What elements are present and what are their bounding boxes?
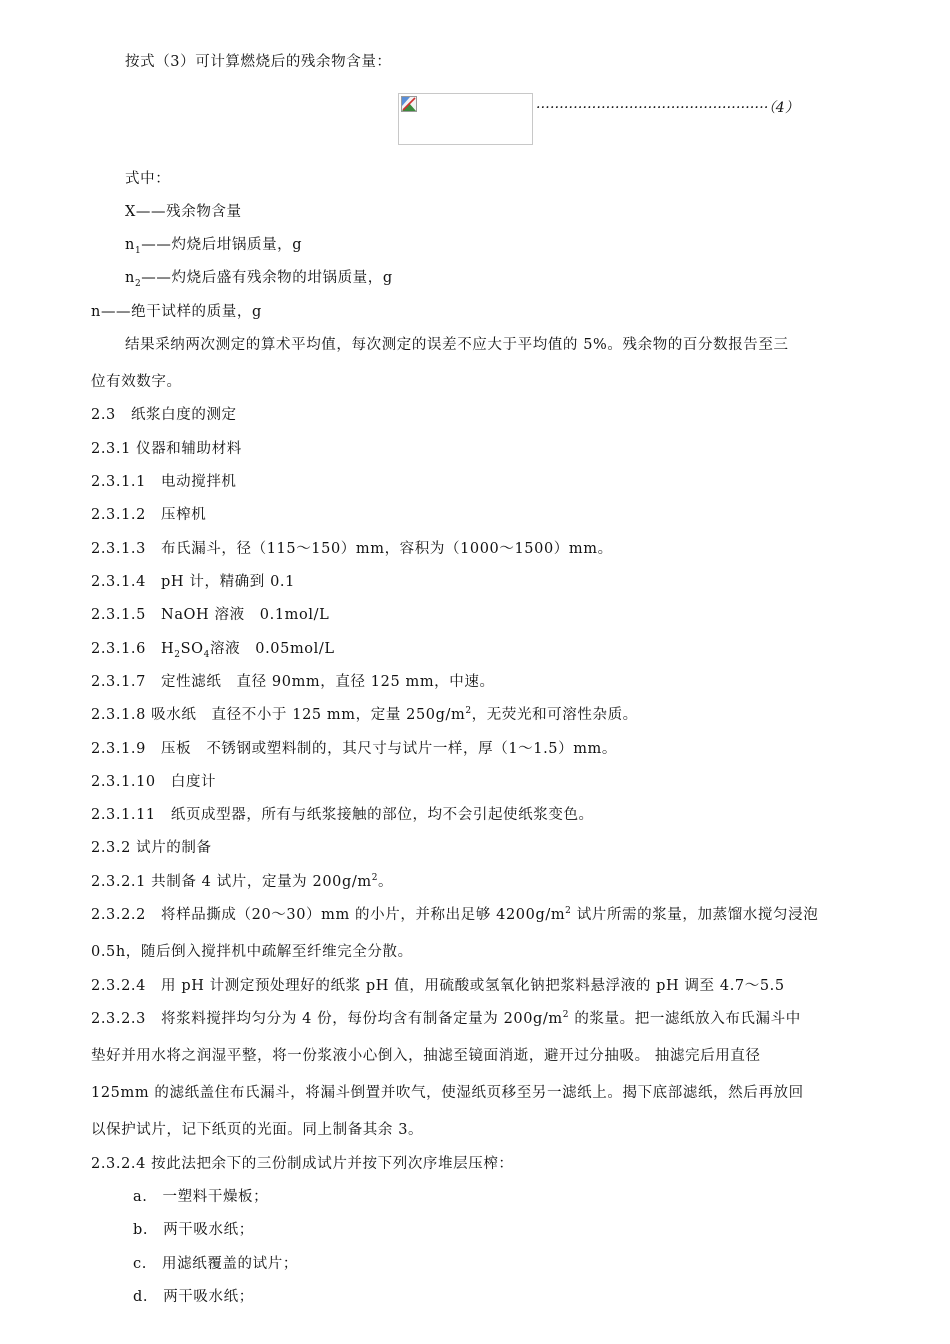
var-n2: $n_2——$灼烧后盛有残余物的坩锅质量，g: [125, 270, 393, 289]
item-2-3-1-9: 2.3.1.9 压板 不锈钢或塑料制的，其尺寸与试片一样，厚（1～1.5）mm。: [91, 741, 618, 757]
formula-leader: ··················································（4）: [536, 100, 800, 116]
item-2-3-2-3-cont-3: 以保护试片，记下纸页的光面。同上制备其余 3。: [91, 1122, 424, 1138]
var-n: n——绝干试样的质量，g: [91, 304, 262, 320]
item-2-3-1-6: 2.3.1.6 $H_2SO_4$溶液 0.05mol/L: [91, 641, 335, 660]
item-2-3-2-3-cont-2: 125mm 的滤纸盖住布氏漏斗，将漏斗倒置并吹气，使湿纸页移至另一滤纸上。揭下底部滤纸，然后再放回: [91, 1085, 804, 1101]
list-item: a. 一塑料干燥板；: [133, 1189, 269, 1205]
section-2-3-1-heading: 2.3.1 仪器和辅助材料: [91, 441, 242, 457]
intro-text: 按式（3）可计算燃烧后的残余物含量：: [125, 54, 392, 70]
item-2-3-1-3: 2.3.1.3 布氏漏斗，径（115～150）mm，容积为（1000～1500）mm。: [91, 541, 613, 557]
item-2-3-1-8: 2.3.1.8 吸水纸 直径不小于 125 mm，定量 $250g/m^2$，无荧光和可溶性杂质。: [91, 706, 638, 723]
var-x: X——残余物含量: [125, 204, 242, 220]
item-2-3-2-2: 2.3.2.2 将样品撕成（20～30）mm 的小片，并称出足够 $4200g/m^2$ 试片所需的浆量，加蒸馏水搅匀浸泡: [91, 906, 819, 923]
item-2-3-2-3: 2.3.2.3 将浆料搅拌均匀分为 4 份，每份均含有制备定量为 $200g/m^2$ 的浆量。把一滤纸放入布氏漏斗中: [91, 1010, 801, 1027]
item-2-3-1-11: 2.3.1.11 纸页成型器，所有与纸浆接触的部位，均不会引起使纸浆变色。: [91, 807, 594, 823]
formula-row: [398, 93, 868, 145]
equation-number: （4）: [768, 100, 800, 116]
list-item: b. 两干吸水纸；: [133, 1222, 254, 1238]
item-2-3-1-7: 2.3.1.7 定性滤纸 直径 90mm，直径 125 mm，中速。: [91, 674, 495, 690]
formula-image: [398, 93, 533, 145]
item-2-3-2-4-stack: 2.3.2.4 按此法把余下的三份制成试片并按下列次序堆层压榨：: [91, 1156, 514, 1172]
item-2-3-2-4-ph: 2.3.2.4 用 pH 计测定预处理好的纸浆 pH 值，用硫酸或氢氧化钠把浆料悬浮液的 pH 调至 4.7～5.5: [91, 978, 785, 994]
item-2-3-1-5: 2.3.1.5 NaOH 溶液 0.1mol/L: [91, 607, 330, 623]
section-2-3-2-heading: 2.3.2 试片的制备: [91, 840, 212, 856]
item-2-3-1-2: 2.3.1.2 压榨机: [91, 507, 207, 523]
result-line-1: 结果采纳两次测定的算术平均值，每次测定的误差不应大于平均值的 5%。残余物的百分数报告至三: [125, 337, 789, 353]
item-2-3-2-3-cont-1: 垫好并用水将之润湿平整，将一份浆液小心倒入，抽滤至镜面消逝，避开过分抽吸。 抽滤完后用直径: [91, 1048, 761, 1064]
item-2-3-1-4: 2.3.1.4 pH 计，精确到 0.1: [91, 574, 295, 590]
broken-image-icon: [401, 96, 417, 112]
item-2-3-2-1: 2.3.2.1 共制备 4 试片，定量为 $200g/m^2$。: [91, 873, 394, 890]
item-2-3-1-10: 2.3.1.10 白度计: [91, 774, 217, 790]
section-2-3-heading: 2.3 纸浆白度的测定: [91, 407, 237, 423]
result-line-2: 位有效数字。: [91, 374, 182, 390]
item-2-3-2-2-cont: 0.5h，随后倒入搅拌机中疏解至纤维完全分散。: [91, 944, 413, 960]
list-item: d. 两干吸水纸；: [133, 1289, 254, 1305]
where-label: 式中：: [125, 171, 171, 187]
list-item: c. 用滤纸覆盖的试片；: [133, 1256, 298, 1272]
var-n1: $n_1——$灼烧后坩锅质量，g: [125, 237, 303, 256]
item-2-3-1-1: 2.3.1.1 电动搅拌机: [91, 474, 237, 490]
